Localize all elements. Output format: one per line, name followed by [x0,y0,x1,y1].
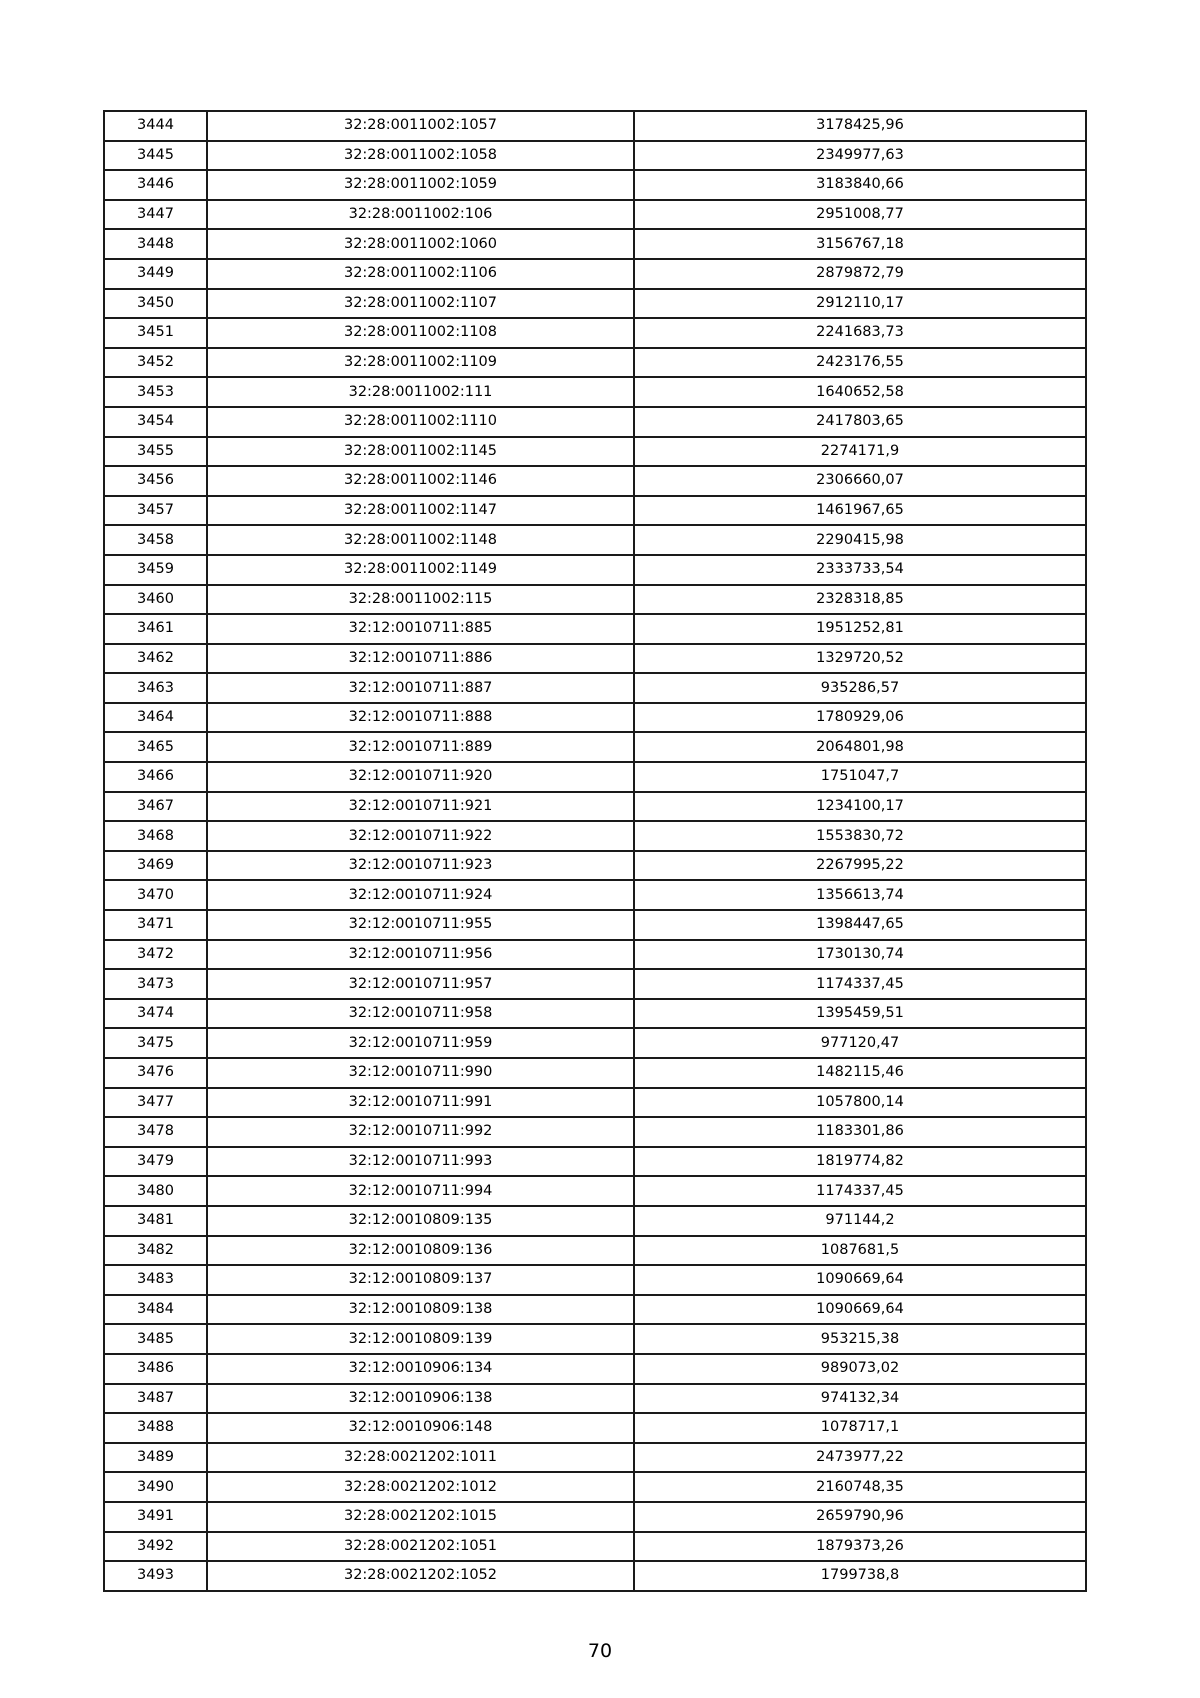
table-row [104,1028,1086,1058]
value-cell: 1751047,7 [634,762,1086,792]
cadastral-number-cell: 32:28:0011002:1057 [207,111,634,141]
table-row [104,377,1086,407]
table-row [104,1384,1086,1414]
value-cell: 1482115,46 [634,1058,1086,1088]
value-cell: 1553830,72 [634,821,1086,851]
table-row [104,585,1086,615]
table-row [104,1147,1086,1177]
value-cell: 971144,2 [634,1206,1086,1236]
row-index-cell: 3475 [104,1028,207,1058]
table-row [104,1472,1086,1502]
table-row [104,821,1086,851]
cadastral-number-cell: 32:28:0011002:1059 [207,170,634,200]
table-row [104,1265,1086,1295]
value-cell: 1057800,14 [634,1088,1086,1118]
row-index-cell: 3457 [104,496,207,526]
table-row [104,673,1086,703]
table-row [104,1443,1086,1473]
table-row [104,348,1086,378]
value-cell: 2241683,73 [634,318,1086,348]
row-index-cell: 3470 [104,880,207,910]
row-index-cell: 3450 [104,289,207,319]
row-index-cell: 3491 [104,1502,207,1532]
cadastral-number-cell: 32:28:0021202:1052 [207,1561,634,1591]
cadastral-number-cell: 32:12:0010906:148 [207,1413,634,1443]
table-row [104,437,1086,467]
row-index-cell: 3469 [104,851,207,881]
table-row [104,762,1086,792]
row-index-cell: 3446 [104,170,207,200]
table-row [104,229,1086,259]
row-index-cell: 3451 [104,318,207,348]
row-index-cell: 3490 [104,1472,207,1502]
value-cell: 977120,47 [634,1028,1086,1058]
value-cell: 1090669,64 [634,1295,1086,1325]
cadastral-number-cell: 32:12:0010809:137 [207,1265,634,1295]
table-row [104,1354,1086,1384]
cadastral-number-cell: 32:28:0011002:1106 [207,259,634,289]
cadastral-number-cell: 32:12:0010711:957 [207,969,634,999]
cadastral-number-cell: 32:12:0010711:888 [207,703,634,733]
cadastral-number-cell: 32:12:0010711:994 [207,1176,634,1206]
table-row [104,703,1086,733]
row-index-cell: 3472 [104,940,207,970]
row-index-cell: 3468 [104,821,207,851]
table-row [104,555,1086,585]
row-index-cell: 3444 [104,111,207,141]
table-row [104,1058,1086,1088]
table-row [104,644,1086,674]
row-index-cell: 3459 [104,555,207,585]
cadastral-number-cell: 32:12:0010711:922 [207,821,634,851]
row-index-cell: 3485 [104,1324,207,1354]
cadastral-number-cell: 32:12:0010711:992 [207,1117,634,1147]
cadastral-number-cell: 32:28:0011002:1145 [207,437,634,467]
table-row [104,289,1086,319]
cadastral-number-cell: 32:28:0021202:1011 [207,1443,634,1473]
table-body [104,111,1086,1591]
table-row [104,407,1086,437]
value-cell: 974132,34 [634,1384,1086,1414]
table-row [104,200,1086,230]
table-row [104,1088,1086,1118]
value-cell: 2333733,54 [634,555,1086,585]
value-cell: 1780929,06 [634,703,1086,733]
value-cell: 1461967,65 [634,496,1086,526]
table-row [104,999,1086,1029]
row-index-cell: 3479 [104,1147,207,1177]
cadastral-number-cell: 32:12:0010711:991 [207,1088,634,1118]
row-index-cell: 3463 [104,673,207,703]
table-row [104,910,1086,940]
table-row [104,792,1086,822]
row-index-cell: 3474 [104,999,207,1029]
row-index-cell: 3478 [104,1117,207,1147]
value-cell: 2064801,98 [634,732,1086,762]
cadastral-value-table [103,110,1087,1592]
table-row [104,880,1086,910]
cadastral-number-cell: 32:12:0010711:959 [207,1028,634,1058]
value-cell: 2879872,79 [634,259,1086,289]
value-cell: 2290415,98 [634,525,1086,555]
value-cell: 2274171,9 [634,437,1086,467]
table-row [104,141,1086,171]
cadastral-number-cell: 32:28:0011002:111 [207,377,634,407]
table-row [104,1176,1086,1206]
row-index-cell: 3445 [104,141,207,171]
table-row [104,1532,1086,1562]
cadastral-number-cell: 32:12:0010711:885 [207,614,634,644]
cadastral-number-cell: 32:12:0010711:956 [207,940,634,970]
value-cell: 1329720,52 [634,644,1086,674]
table-row [104,1206,1086,1236]
row-index-cell: 3464 [104,703,207,733]
cadastral-number-cell: 32:12:0010711:958 [207,999,634,1029]
table-row [104,525,1086,555]
cadastral-number-cell: 32:12:0010711:920 [207,762,634,792]
cadastral-number-cell: 32:12:0010711:886 [207,644,634,674]
table-row [104,1295,1086,1325]
row-index-cell: 3460 [104,585,207,615]
value-cell: 2659790,96 [634,1502,1086,1532]
row-index-cell: 3462 [104,644,207,674]
row-index-cell: 3487 [104,1384,207,1414]
cadastral-number-cell: 32:28:0011002:1146 [207,466,634,496]
table-row [104,318,1086,348]
cadastral-number-cell: 32:28:0021202:1015 [207,1502,634,1532]
row-index-cell: 3447 [104,200,207,230]
cadastral-number-cell: 32:28:0021202:1012 [207,1472,634,1502]
value-cell: 3156767,18 [634,229,1086,259]
row-index-cell: 3458 [104,525,207,555]
cadastral-number-cell: 32:12:0010809:136 [207,1236,634,1266]
table-row [104,732,1086,762]
value-cell: 1951252,81 [634,614,1086,644]
value-cell: 1398447,65 [634,910,1086,940]
value-cell: 1819774,82 [634,1147,1086,1177]
cadastral-number-cell: 32:12:0010809:139 [207,1324,634,1354]
table-row [104,1236,1086,1266]
value-cell: 2423176,55 [634,348,1086,378]
cadastral-number-cell: 32:12:0010711:990 [207,1058,634,1088]
row-index-cell: 3489 [104,1443,207,1473]
cadastral-number-cell: 32:28:0021202:1051 [207,1532,634,1562]
page-number: 70 [587,1640,613,1662]
value-cell: 2306660,07 [634,466,1086,496]
value-cell: 953215,38 [634,1324,1086,1354]
row-index-cell: 3452 [104,348,207,378]
value-cell: 2328318,85 [634,585,1086,615]
table-row [104,170,1086,200]
cadastral-number-cell: 32:28:0011002:115 [207,585,634,615]
value-cell: 2473977,22 [634,1443,1086,1473]
value-cell: 2267995,22 [634,851,1086,881]
table-row [104,259,1086,289]
cadastral-number-cell: 32:12:0010906:134 [207,1354,634,1384]
table-row [104,969,1086,999]
cadastral-number-cell: 32:12:0010906:138 [207,1384,634,1414]
row-index-cell: 3448 [104,229,207,259]
row-index-cell: 3476 [104,1058,207,1088]
value-cell: 1078717,1 [634,1413,1086,1443]
row-index-cell: 3492 [104,1532,207,1562]
cadastral-number-cell: 32:28:0011002:1058 [207,141,634,171]
table-row [104,1502,1086,1532]
cadastral-number-cell: 32:28:0011002:1148 [207,525,634,555]
row-index-cell: 3467 [104,792,207,822]
cadastral-number-cell: 32:12:0010711:887 [207,673,634,703]
cadastral-number-cell: 32:28:0011002:1109 [207,348,634,378]
row-index-cell: 3493 [104,1561,207,1591]
row-index-cell: 3480 [104,1176,207,1206]
value-cell: 1090669,64 [634,1265,1086,1295]
table-row [104,1117,1086,1147]
value-cell: 1356613,74 [634,880,1086,910]
value-cell: 1730130,74 [634,940,1086,970]
cadastral-number-cell: 32:12:0010711:993 [207,1147,634,1177]
cadastral-number-cell: 32:12:0010711:923 [207,851,634,881]
row-index-cell: 3456 [104,466,207,496]
value-cell: 3183840,66 [634,170,1086,200]
row-index-cell: 3455 [104,437,207,467]
table-row [104,466,1086,496]
value-cell: 1395459,51 [634,999,1086,1029]
cadastral-number-cell: 32:28:0011002:1060 [207,229,634,259]
value-cell: 1799738,8 [634,1561,1086,1591]
row-index-cell: 3454 [104,407,207,437]
value-cell: 1234100,17 [634,792,1086,822]
table-row [104,1324,1086,1354]
value-cell: 935286,57 [634,673,1086,703]
table-row [104,851,1086,881]
row-index-cell: 3449 [104,259,207,289]
row-index-cell: 3471 [104,910,207,940]
table-row [104,940,1086,970]
row-index-cell: 3477 [104,1088,207,1118]
cadastral-number-cell: 32:12:0010711:924 [207,880,634,910]
value-cell: 1183301,86 [634,1117,1086,1147]
row-index-cell: 3461 [104,614,207,644]
cadastral-number-cell: 32:12:0010809:138 [207,1295,634,1325]
row-index-cell: 3486 [104,1354,207,1384]
value-cell: 2951008,77 [634,200,1086,230]
value-cell: 1174337,45 [634,969,1086,999]
row-index-cell: 3488 [104,1413,207,1443]
table-row [104,1561,1086,1591]
value-cell: 3178425,96 [634,111,1086,141]
cadastral-number-cell: 32:28:0011002:1147 [207,496,634,526]
cadastral-number-cell: 32:28:0011002:106 [207,200,634,230]
cadastral-number-cell: 32:28:0011002:1149 [207,555,634,585]
table-row [104,111,1086,141]
value-cell: 2417803,65 [634,407,1086,437]
table-row [104,614,1086,644]
value-cell: 1640652,58 [634,377,1086,407]
value-cell: 989073,02 [634,1354,1086,1384]
row-index-cell: 3453 [104,377,207,407]
table-row [104,496,1086,526]
table-row [104,1413,1086,1443]
cadastral-number-cell: 32:12:0010711:955 [207,910,634,940]
row-index-cell: 3466 [104,762,207,792]
cadastral-number-cell: 32:28:0011002:1107 [207,289,634,319]
row-index-cell: 3483 [104,1265,207,1295]
cadastral-number-cell: 32:12:0010711:889 [207,732,634,762]
cadastral-number-cell: 32:28:0011002:1110 [207,407,634,437]
cadastral-number-cell: 32:12:0010809:135 [207,1206,634,1236]
value-cell: 1174337,45 [634,1176,1086,1206]
row-index-cell: 3473 [104,969,207,999]
value-cell: 2912110,17 [634,289,1086,319]
value-cell: 2160748,35 [634,1472,1086,1502]
row-index-cell: 3481 [104,1206,207,1236]
value-cell: 2349977,63 [634,141,1086,171]
row-index-cell: 3465 [104,732,207,762]
cadastral-number-cell: 32:12:0010711:921 [207,792,634,822]
row-index-cell: 3484 [104,1295,207,1325]
value-cell: 1879373,26 [634,1532,1086,1562]
cadastral-number-cell: 32:28:0011002:1108 [207,318,634,348]
value-cell: 1087681,5 [634,1236,1086,1266]
row-index-cell: 3482 [104,1236,207,1266]
